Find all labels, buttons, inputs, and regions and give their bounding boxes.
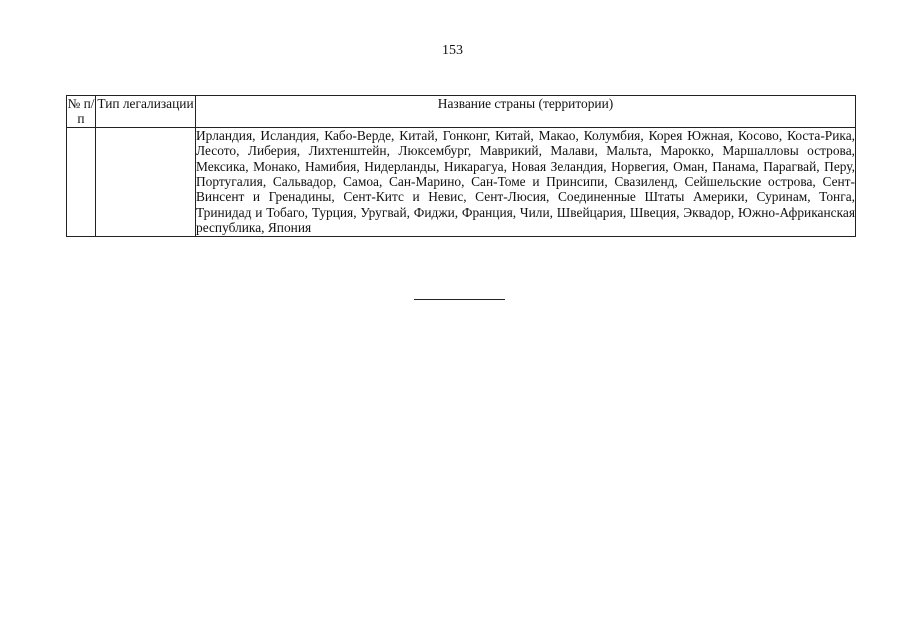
cell-legalization-type (96, 127, 196, 236)
page-number: 153 (442, 43, 463, 58)
legalization-table (66, 95, 856, 237)
cell-number (67, 127, 96, 236)
table-header-row (67, 96, 856, 128)
table-row (67, 127, 856, 236)
header-country-name: Название страны (территории) (196, 96, 856, 128)
header-number: № п/п (67, 96, 95, 127)
cell-country-list: Ирландия, Исландия, Кабо-Верде, Китай, Гонконг, Китай, Макао, Колумбия, Корея Южная, Косово, Коста-Рика, Лесото, Либерия, Лихтенштейн, Люксембург, Маврикий, Малави, Мальта, Марокко, Маршалловы острова, Мексика, Монако, Намибия, Нидерланды, Никарагуа, Новая Зеландия, Норвегия, Оман, Панама, Парагвай, Перу, Португалия, Сальвадор, Самоа, Сан-Марино, Сан-Томе и Принсипи, Свазиленд, Сейшельские острова, Сент-Винсент и Гренадины, Сент-Китс и Невис, Сент-Люсия, Соединенные Штаты Америки, Суринам, Тонга, Тринидад и Тобаго, Турция, Уругвай, Фиджи, Франция, Чили, Швейцария, Швеция, Эквадор, Южно-Африканская республика, Япония (196, 127, 855, 236)
header-legalization-type: Тип легализации (96, 96, 196, 128)
end-of-document-rule (414, 299, 505, 300)
